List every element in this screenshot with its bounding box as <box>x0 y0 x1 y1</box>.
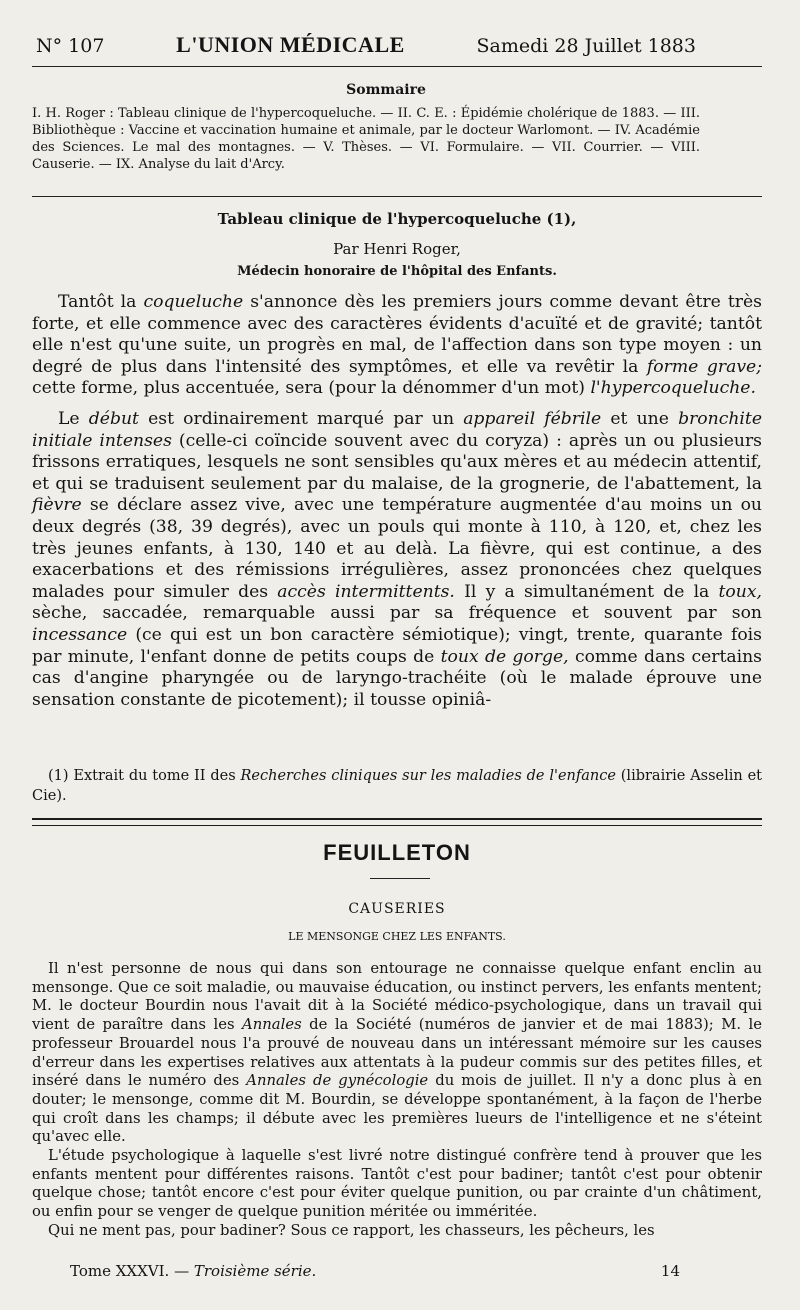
footnote <box>32 766 762 806</box>
feuilleton-paragraph-2: L'étude psychologique à laquelle s'est livré notre distingué confrère tend à prouver que les enfants mentent pour différentes raisons. Tantôt c'est pour badiner; tantôt c'est pour obtenir quelque chose; tantôt encore c'est pour éviter quelque punition, ou par crainte d'un châtiment, ou enfin pour se venger de quelque punition méritée ou imméritée. <box>32 1147 762 1221</box>
text-run: de la Société (numéros de janvier et de mai 1883); M. le professeur Brouardel nous l'a prouvé de nouveau dans un intéressant mémoire sur les causes d'erreur dans les expertises relatives aux attentats à la pudeur commis sur des petites filles, et inséré dans le numéro des <box>32 1016 762 1090</box>
italic-run: fièvre <box>32 495 82 516</box>
page-footer <box>70 1262 680 1280</box>
text-run: Tantôt la <box>58 292 144 312</box>
running-head <box>36 32 696 62</box>
italic-run: début <box>88 408 139 429</box>
italic-run: l'hypercoqueluche. <box>590 378 756 399</box>
feuilleton-paragraph-3: Qui ne ment pas, pour badiner? Sous ce rapport, les chasseurs, les pêcheurs, les <box>48 1221 655 1239</box>
feuilleton-paragraph-1 <box>32 960 762 1147</box>
toc-text: I. H. Roger : Tableau clinique de l'hypercoqueluche. — II. C. E. : Épidémie cholérique de 1883. — III. Bibliothèque : Vaccine et vaccination humaine et animale, par le docteur Warlomont. — IV. Académie des Sciences. Le mal des montagnes. — V. Thèses. — VI. Formulaire. — VII. Courrier. — VIII. Causerie. — IX. Analyse du lait d'Arcy. <box>32 106 700 172</box>
article-body <box>32 292 762 720</box>
toc-rule <box>32 196 762 197</box>
section-subheading: LE MENSONGE CHEZ LES ENFANTS. <box>288 930 506 943</box>
section-divider <box>32 818 762 826</box>
article-byline: Par Henri Roger, <box>333 240 461 258</box>
text-run: Le <box>58 408 89 429</box>
header-rule <box>32 66 762 67</box>
italic-run: coqueluche <box>143 292 244 312</box>
italic-run: appareil fébrile <box>463 408 602 429</box>
text-run: s'annonce dès les premiers jours comme devant être très forte, et elle commence avec des caractères évidents d'acuïté et de gravité; tantôt elle n'est qu'une suite, un progrès en mal, de l'affection dans son type moyen : un degré de plus dans l'intensité des symptômes, et elle va revêtir la <box>32 292 763 377</box>
italic-run: forme grave; <box>646 356 762 377</box>
article-title: Tableau clinique de l'hypercoqueluche (1), <box>217 210 577 228</box>
issue-date: Samedi 28 Juillet 1883 <box>476 35 696 57</box>
italic-run: incessance <box>32 624 128 645</box>
text-run: (librairie Asselin et Cie). <box>32 768 762 804</box>
text-run: (1) Extrait du tome II des <box>48 768 241 784</box>
italic-run: toux, <box>718 581 762 602</box>
section-title: CAUSERIES <box>348 901 446 917</box>
journal-title: L'UNION MÉDICALE <box>176 32 405 57</box>
feuilleton-heading: FEUILLETON <box>323 840 471 865</box>
text-run: (ce qui est un bon caractère sémiotique); vingt, trente, quarante fois par minute, l'enfant donne de petits coups de <box>32 624 762 667</box>
italic-run: accès intermittents. <box>277 581 455 602</box>
italic-run: Annales de gynécologie <box>246 1072 429 1090</box>
page-number: N° 107 <box>36 35 105 57</box>
text-run: est ordinairement marqué par un <box>138 408 464 429</box>
italic-run: bronchite initiale intenses <box>32 408 763 451</box>
feuilleton-body <box>32 960 762 1241</box>
text-run: du mois de juillet. Il n'y a donc plus à en douter; le mensonge, comme dit M. Bourdin, se développe spontanément, à la façon de l'herbe qui croît dans les champs; il débute avec les premières lueurs de l'intelligence et ne s'éteint qu'avec elle. <box>32 1072 762 1146</box>
text-run: et une <box>601 408 679 429</box>
text-run: comme dans certains cas d'angine pharyngée ou de laryngo-trachéite (où le malade éprouve une sensation constante de picotement); il tousse opiniâ- <box>32 646 762 710</box>
text-run: Il y a simultanément de la <box>454 581 719 602</box>
volume-info <box>70 1262 316 1280</box>
text-run: se déclare assez vive, avec une température augmentée d'au moins un ou deux degrés (38, 39 degrés), avec un pouls qui monte à 110, à 120, et, chez les très jeunes enfants, à 130, 140 et au delà. La fièvre, qui est continue, a des exacerbations et des rémissions irrégulières, assez prononcées chez quelques malades pour simuler des <box>32 495 762 602</box>
text-run: sèche, saccadée, remarquable aussi par sa fréquence et souvent par son <box>32 603 762 624</box>
tome-label: Tome XXXVI. — <box>70 1262 190 1280</box>
text-run: cette forme, plus accentuée, sera (pour la dénommer d'un mot) <box>32 378 591 399</box>
toc-heading: Sommaire <box>346 82 426 98</box>
text-run: (celle-ci coïncide souvent avec du coryza) : après un ou plusieurs frissons erratiques, lesquels ne sont sensibles qu'aux mères et au médecin attentif, et qui se traduisent seulement par du malaise, de la grognerie, de l'abattement, la <box>32 430 762 494</box>
italic-run: Recherches cliniques sur les maladies de l'enfance <box>240 768 616 784</box>
table-of-contents <box>32 82 700 173</box>
italic-run: Annales <box>242 1016 302 1034</box>
text-run: Il n'est personne de nous qui dans son entourage ne connaisse quelque enfant enclin au mensonge. Que ce soit maladie, ou mauvaise éducation, ou instinct pervers, les enfants mentent; M. le docteur Bourdin nous l'avait dit à la Société médico-psychologique, dans un travail qui vient de paraître dans les <box>32 960 762 1034</box>
italic-run: toux de gorge, <box>440 646 569 667</box>
feuilleton-rule <box>370 878 430 879</box>
series-label: Troisième série. <box>193 1262 317 1280</box>
article-paragraph-2 <box>32 409 762 711</box>
article-paragraph-1 <box>32 292 762 400</box>
author-affiliation: Médecin honoraire de l'hôpital des Enfants. <box>237 264 557 279</box>
signature-mark: 14 <box>660 1262 680 1280</box>
